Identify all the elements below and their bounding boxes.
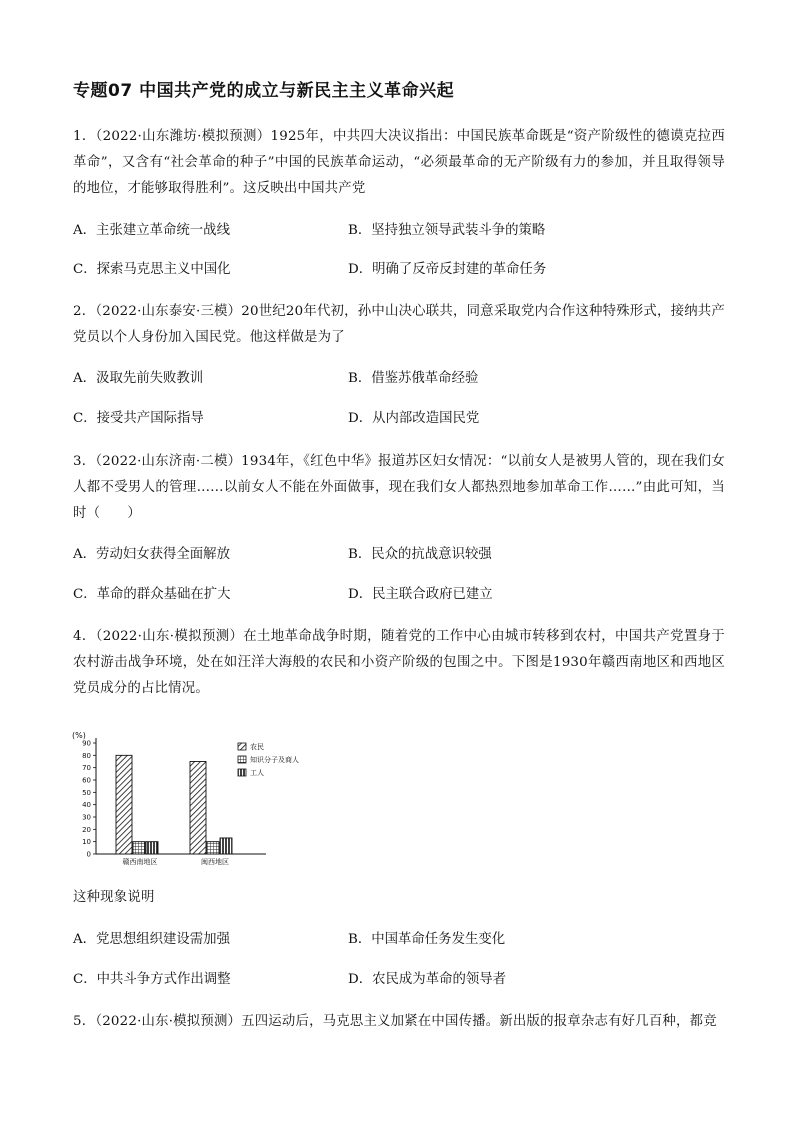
y-tick-label: 50 xyxy=(82,788,91,797)
question-4-stem: 4．（2022·山东·模拟预测）在土地革命战争时期，随着党的工作中心由城市转移到农村，中国共产党置身于农村游击战争环境，处在如汪洋大海般的农民和小资产阶级的包围之中。下图是1930年赣西南地区和西地区党员成分的占比情况。 xyxy=(73,629,725,696)
question-3-option-d[interactable]: D．民主联合政府已建立 xyxy=(348,587,493,602)
question-4-followup: 这种现象说明 xyxy=(73,890,155,905)
y-tick-label: 30 xyxy=(82,813,91,822)
question-4-option-a[interactable]: A．党思想组织建设需加强 xyxy=(73,932,230,947)
y-tick-label: 70 xyxy=(82,764,91,773)
question-3-option-a[interactable]: A．劳动妇女获得全面解放 xyxy=(73,547,230,562)
y-tick-label: 0 xyxy=(86,850,91,859)
legend-label-workers: 工人 xyxy=(250,769,264,777)
bar-2-2 xyxy=(207,842,219,854)
bar-marks xyxy=(116,755,232,854)
question-3-option-c[interactable]: C．革命的群众基础在扩大 xyxy=(73,587,231,602)
question-1-option-c[interactable]: C．探索马克思主义中国化 xyxy=(73,262,231,277)
y-tick-label: 10 xyxy=(82,838,91,847)
y-tick-label: 80 xyxy=(82,751,91,760)
question-4-option-d[interactable]: D．农民成为革命的领导者 xyxy=(348,972,507,987)
bar-1-1 xyxy=(116,755,132,854)
question-3-stem: 3．（2022·山东济南·二模）1934年，《红色中华》报道苏区妇女情况：“以前女人是被男人管的，现在我们女人都不受男人的管理……以前女人不能在外面做事，现在我们女人都热烈地参加革命工作……”由此可知，当时（ ） xyxy=(73,454,725,521)
question-2-option-d[interactable]: D．从内部改造国民党 xyxy=(348,411,480,426)
x-category-label-1: 赣西南地区 xyxy=(122,858,158,866)
party-composition-bar-chart xyxy=(60,726,330,876)
page-title: 专题07 中国共产党的成立与新民主主义革命兴起 xyxy=(73,81,455,101)
bar-1-2 xyxy=(133,842,145,854)
legend-swatch-intellectuals xyxy=(238,756,246,763)
legend-swatch-workers xyxy=(238,769,246,776)
chart-legend xyxy=(238,742,299,777)
bar-2-3 xyxy=(220,838,232,854)
legend-label-farmers: 农民 xyxy=(250,743,264,751)
question-2-option-b[interactable]: B．借鉴苏俄革命经验 xyxy=(348,371,479,386)
x-category-label-2: 闽西地区 xyxy=(201,858,229,866)
y-axis-ticks xyxy=(82,740,96,859)
question-1-stem: 1．（2022·山东潍坊·模拟预测）1925年，中共四大决议指出：中国民族革命既是“资产阶级性的德谟克拉西革命”，又含有“社会革命的种子”中国的民族革命运动，“必须最革命的无产阶级有力的参加，并且取得领导的地位，才能够取得胜利”。这反映出中国共产党 xyxy=(73,129,725,196)
y-axis-unit-label: (%) xyxy=(72,731,86,740)
question-2-stem: 2．（2022·山东泰安·三模）20世纪20年代初，孙中山决心联共，同意采取党内合作这种特殊形式，接纳共产党员以个人身份加入国民党。他这样做是为了 xyxy=(73,304,725,345)
question-5-stem: 5．（2022·山东·模拟预测）五四运动后，马克思主义加紧在中国传播。新出版的报章杂志有好几百种，都竞 xyxy=(73,1014,717,1029)
y-tick-label: 40 xyxy=(82,801,91,810)
y-tick-label: 60 xyxy=(82,776,91,785)
bar-2-1 xyxy=(190,762,206,855)
question-2-option-a[interactable]: A．汲取先前失败教训 xyxy=(73,371,204,386)
bar-1-3 xyxy=(146,842,158,854)
question-1-option-a[interactable]: A．主张建立革命统一战线 xyxy=(73,223,230,238)
question-4-option-c[interactable]: C．中共斗争方式作出调整 xyxy=(73,972,231,987)
question-3-option-b[interactable]: B．民众的抗战意识较强 xyxy=(348,547,492,562)
question-4-option-b[interactable]: B．中国革命任务发生变化 xyxy=(348,932,506,947)
question-2-option-c[interactable]: C．接受共产国际指导 xyxy=(73,411,204,426)
question-1-option-b[interactable]: B．坚持独立领导武装斗争的策略 xyxy=(348,223,546,238)
legend-label-intellectuals: 知识分子及商人 xyxy=(250,756,299,764)
y-tick-label: 20 xyxy=(82,825,91,834)
question-1-option-d[interactable]: D．明确了反帝反封建的革命任务 xyxy=(348,262,547,277)
y-tick-label: 90 xyxy=(82,739,91,748)
legend-swatch-farmers xyxy=(238,743,246,750)
